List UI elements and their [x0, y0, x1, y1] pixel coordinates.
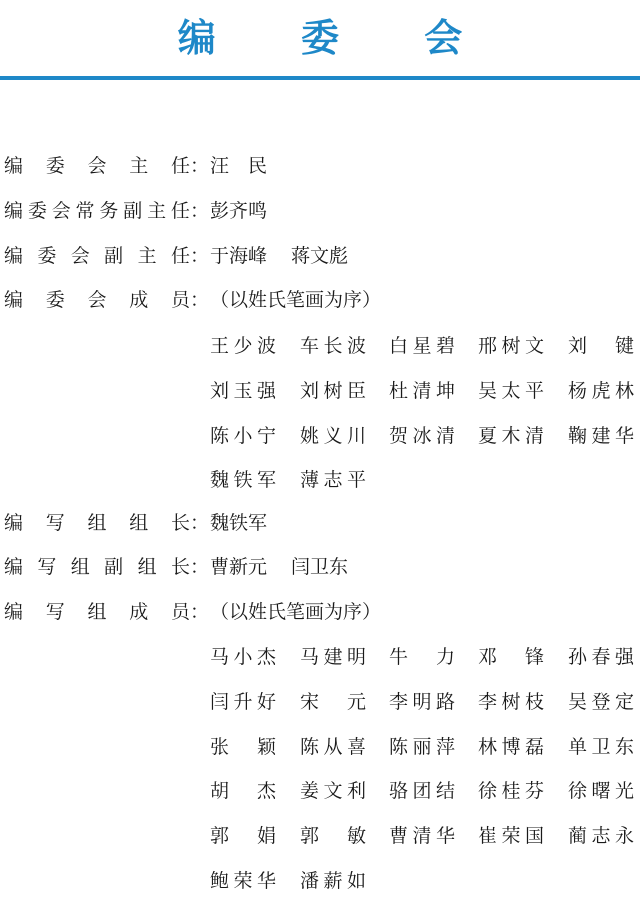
name-char: 胡 [210, 780, 230, 803]
label-char: 编 [4, 512, 24, 534]
section-label [4, 148, 190, 184]
member-name [300, 773, 366, 809]
name-char: 杰 [256, 780, 276, 803]
name-char: 薄 [300, 469, 320, 492]
name-char: 刘 [300, 379, 320, 402]
member-name [210, 773, 276, 809]
section-row [0, 238, 640, 274]
label-char: 组 [87, 512, 107, 534]
name-char: 华 [256, 870, 276, 892]
name-char: 树 [501, 335, 521, 357]
title-rule [0, 76, 640, 80]
name-char: 团 [412, 780, 432, 803]
person-name: 汪 民 [210, 155, 268, 177]
label-char: 会 [70, 245, 90, 267]
name-char: 鞠 [568, 424, 588, 447]
section-value [210, 549, 372, 585]
label-char: 主 [129, 155, 149, 177]
name-char: 定 [614, 690, 634, 713]
label-char: 写 [45, 601, 65, 623]
member-name [210, 684, 276, 720]
name-char: 如 [346, 870, 366, 892]
member-name [300, 418, 366, 454]
name-char: 建 [591, 424, 611, 447]
name-char: 单 [568, 735, 588, 758]
name-char: 李 [389, 690, 409, 713]
name-char: 桂 [501, 780, 521, 803]
label-char: 写 [45, 512, 65, 534]
section-label [4, 193, 190, 229]
section-row [0, 193, 640, 229]
name-char: 王 [210, 335, 230, 357]
name-char: 华 [435, 825, 455, 848]
name-char: 木 [501, 424, 521, 447]
name-char: 娟 [256, 825, 276, 848]
name-char: 枝 [524, 690, 544, 713]
label-char: 副 [123, 200, 143, 222]
member-name [389, 684, 455, 720]
section-value [210, 594, 381, 630]
name-char: 东 [614, 735, 634, 758]
member-name [568, 328, 634, 364]
name-char: 冰 [412, 424, 432, 447]
name-char: 牛 [389, 646, 409, 668]
member-name [389, 418, 455, 454]
name-char: 小 [233, 424, 253, 447]
label-char: 任 [170, 155, 190, 177]
name-char: 结 [435, 780, 455, 803]
name-char: 少 [233, 335, 253, 357]
name-char: 锋 [524, 646, 544, 668]
name-char: 春 [591, 646, 611, 668]
name-char: 玉 [233, 379, 253, 402]
order-note: （以姓氏笔画为序） [210, 289, 382, 311]
label-char: 会 [87, 155, 107, 177]
member-name [478, 818, 544, 854]
section-row [0, 282, 640, 318]
name-char: 键 [614, 335, 634, 357]
name-char: 芬 [524, 780, 544, 803]
name-char: 树 [323, 379, 343, 402]
section-label [4, 282, 190, 318]
member-name [568, 639, 634, 675]
name-char: 华 [614, 424, 634, 447]
name-char: 星 [412, 335, 432, 357]
name-char: 魏 [210, 469, 230, 492]
section-value [210, 505, 291, 541]
name-char: 闫 [210, 690, 230, 713]
label-char: 组 [70, 556, 90, 578]
name-char: 清 [412, 825, 432, 848]
member-name [210, 418, 276, 454]
section-label [4, 238, 190, 274]
member-name [389, 373, 455, 409]
name-char: 路 [435, 690, 455, 713]
name-char: 志 [323, 469, 343, 492]
name-char: 川 [346, 424, 366, 447]
label-char: 组 [87, 601, 107, 623]
label-char: 成 [129, 289, 149, 311]
name-char: 马 [300, 646, 320, 668]
member-name [478, 729, 544, 765]
name-char: 车 [300, 335, 320, 357]
name-char: 薪 [323, 870, 343, 892]
name-char: 明 [346, 646, 366, 668]
label-char: 务 [99, 200, 119, 222]
name-char: 萍 [435, 735, 455, 758]
name-char: 宁 [256, 424, 276, 447]
member-name [389, 773, 455, 809]
name-char: 夏 [478, 424, 498, 447]
name-char: 敏 [346, 825, 366, 848]
name-char: 强 [614, 646, 634, 668]
label-char: 长 [170, 512, 190, 534]
name-char: 马 [210, 646, 230, 668]
member-name [210, 818, 276, 854]
name-char: 文 [524, 335, 544, 357]
label-char: 编 [4, 556, 24, 578]
name-char: 清 [524, 424, 544, 447]
member-name [300, 684, 366, 720]
member-name [568, 684, 634, 720]
label-char: 员 [170, 289, 190, 311]
label-char: 会 [87, 289, 107, 311]
name-char: 宋 [300, 690, 320, 713]
member-name [389, 818, 455, 854]
member-name [210, 639, 276, 675]
member-name [478, 773, 544, 809]
member-name [300, 639, 366, 675]
name-char: 波 [256, 335, 276, 357]
name-char: 清 [435, 424, 455, 447]
name-char: 磊 [524, 735, 544, 758]
person-name: 魏铁军 [210, 512, 268, 534]
name-char: 力 [435, 646, 455, 668]
member-name [389, 639, 455, 675]
name-char: 刘 [568, 335, 588, 357]
label-char: 员 [170, 601, 190, 623]
name-char: 从 [323, 735, 343, 758]
label-char: 组 [129, 512, 149, 534]
name-char: 平 [524, 379, 544, 402]
name-char: 树 [501, 690, 521, 713]
label-char: 编 [4, 200, 24, 222]
name-char: 元 [346, 690, 366, 713]
name-char: 姜 [300, 780, 320, 803]
label-char: 委 [27, 200, 47, 222]
label-char: 任 [170, 245, 190, 267]
name-char: 杨 [568, 379, 588, 402]
name-char: 徐 [478, 780, 498, 803]
name-char: 登 [591, 690, 611, 713]
name-char: 志 [591, 825, 611, 848]
person-name: 闫卫东 [291, 556, 349, 578]
member-name [389, 328, 455, 364]
label-char: 长 [170, 556, 190, 578]
name-char: 利 [346, 780, 366, 803]
name-char: 陈 [300, 735, 320, 758]
name-char: 骆 [389, 780, 409, 803]
name-char: 坤 [435, 379, 455, 402]
name-char: 荣 [233, 870, 253, 892]
name-char: 曹 [389, 825, 409, 848]
member-name [300, 373, 366, 409]
name-char: 虎 [591, 379, 611, 402]
member-name [568, 773, 634, 809]
name-char: 陈 [210, 424, 230, 447]
label-char: 委 [45, 289, 65, 311]
name-char: 永 [614, 825, 634, 848]
member-name [300, 863, 366, 899]
name-char: 吴 [478, 379, 498, 402]
name-char: 陈 [389, 735, 409, 758]
section-value [210, 282, 381, 318]
name-char: 丽 [412, 735, 432, 758]
page-title: 编 委 会 [177, 16, 499, 60]
label-colon: ： [190, 245, 210, 267]
name-char: 林 [478, 735, 498, 758]
name-char: 颖 [256, 735, 276, 758]
section-value [210, 193, 291, 229]
section-label [4, 505, 190, 541]
label-char: 编 [4, 601, 24, 623]
name-char: 碧 [435, 335, 455, 357]
section-label [4, 594, 190, 630]
section-value [210, 238, 372, 274]
label-char: 委 [45, 155, 65, 177]
name-char: 徐 [568, 780, 588, 803]
name-char: 太 [501, 379, 521, 402]
name-char: 崔 [478, 825, 498, 848]
name-char: 吴 [568, 690, 588, 713]
name-char: 清 [412, 379, 432, 402]
name-char: 国 [524, 825, 544, 848]
name-char: 白 [389, 335, 409, 357]
name-char: 建 [323, 646, 343, 668]
name-char: 强 [256, 379, 276, 402]
name-char: 邓 [478, 646, 498, 668]
label-char: 写 [37, 556, 57, 578]
member-name [568, 418, 634, 454]
label-colon: ： [190, 200, 210, 222]
label-char: 任 [170, 200, 190, 222]
member-name [210, 863, 276, 899]
label-colon: ： [190, 556, 210, 578]
label-colon: ： [190, 155, 210, 177]
member-name [478, 639, 544, 675]
name-char: 铁 [233, 469, 253, 492]
name-char: 杜 [389, 379, 409, 402]
name-char: 升 [233, 690, 253, 713]
order-note: （以姓氏笔画为序） [210, 601, 382, 623]
name-char: 博 [501, 735, 521, 758]
name-char: 文 [323, 780, 343, 803]
label-char: 副 [104, 556, 124, 578]
label-colon: ： [190, 512, 210, 534]
name-char: 明 [412, 690, 432, 713]
name-char: 卫 [591, 735, 611, 758]
member-name [478, 373, 544, 409]
name-char: 李 [478, 690, 498, 713]
name-char: 波 [346, 335, 366, 357]
name-char: 喜 [346, 735, 366, 758]
label-char: 会 [51, 200, 71, 222]
member-name [568, 373, 634, 409]
name-char: 姚 [300, 424, 320, 447]
member-name [300, 328, 366, 364]
person-name: 彭齐鸣 [210, 200, 268, 222]
name-char: 孙 [568, 646, 588, 668]
label-char: 编 [4, 289, 24, 311]
person-name: 曹新元 [210, 556, 268, 578]
member-name [210, 328, 276, 364]
member-name [300, 818, 366, 854]
name-char: 邢 [478, 335, 498, 357]
name-char: 好 [256, 690, 276, 713]
label-char: 常 [75, 200, 95, 222]
name-char: 潘 [300, 870, 320, 892]
label-char: 组 [137, 556, 157, 578]
member-name [210, 729, 276, 765]
name-char: 鲍 [210, 870, 230, 892]
label-char: 编 [4, 245, 24, 267]
name-char: 杰 [256, 646, 276, 668]
name-char: 臣 [346, 379, 366, 402]
name-char: 蔺 [568, 825, 588, 848]
member-name [568, 729, 634, 765]
member-name [389, 729, 455, 765]
name-char: 张 [210, 735, 230, 758]
name-char: 军 [256, 469, 276, 492]
section-row [0, 148, 640, 184]
name-char: 义 [323, 424, 343, 447]
person-name: 于海峰 [210, 245, 268, 267]
label-char: 副 [104, 245, 124, 267]
member-name [300, 729, 366, 765]
label-char: 委 [37, 245, 57, 267]
name-char: 郭 [300, 825, 320, 848]
label-char: 编 [4, 155, 24, 177]
name-char: 贺 [389, 424, 409, 447]
label-char: 成 [129, 601, 149, 623]
label-colon: ： [190, 289, 210, 311]
name-char: 长 [323, 335, 343, 357]
name-char: 荣 [501, 825, 521, 848]
name-char: 林 [614, 379, 634, 402]
section-row [0, 549, 640, 585]
person-name: 蒋文彪 [291, 245, 349, 267]
member-name [478, 418, 544, 454]
section-row [0, 505, 640, 541]
name-char: 曙 [591, 780, 611, 803]
section-value [210, 148, 291, 184]
name-char: 小 [233, 646, 253, 668]
member-name [210, 462, 276, 498]
member-name [478, 684, 544, 720]
member-name [568, 818, 634, 854]
member-name [210, 373, 276, 409]
name-char: 刘 [210, 379, 230, 402]
section-label [4, 549, 190, 585]
name-char: 光 [614, 780, 634, 803]
name-char: 平 [346, 469, 366, 492]
label-char: 主 [147, 200, 167, 222]
label-colon: ： [190, 601, 210, 623]
name-char: 郭 [210, 825, 230, 848]
member-name [478, 328, 544, 364]
label-char: 主 [137, 245, 157, 267]
member-name [300, 462, 366, 498]
section-row [0, 594, 640, 630]
